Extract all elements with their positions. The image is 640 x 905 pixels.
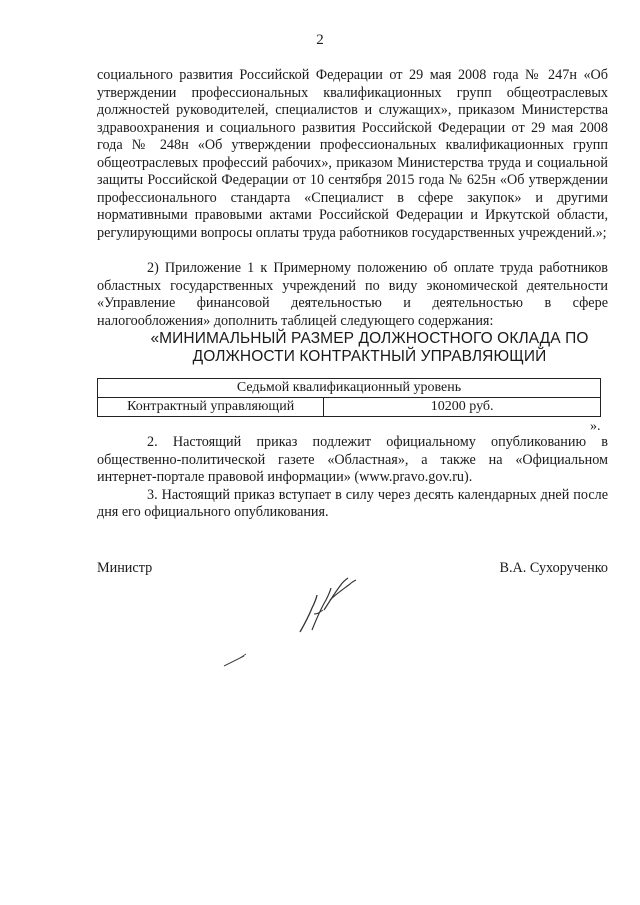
table-heading-line-1: «МИНИМАЛЬНЫЙ РАЗМЕР ДОЛЖНОСТНОГО ОКЛАДА ПО	[150, 330, 589, 347]
page-number: 2	[316, 32, 324, 48]
table-row	[98, 379, 601, 398]
table-closing-quote: ».	[590, 419, 601, 434]
item-4-paragraph: 3. Настоящий приказ вступает в силу через десять календарных дней после дня его официального опубликования.	[97, 486, 608, 520]
table-heading-line-2: ДОЛЖНОСТИ КОНТРАКТНЫЙ УПРАВЛЯЮЩИЙ	[192, 348, 547, 365]
salary-cell: 10200 руб.	[324, 398, 601, 417]
item-2-paragraph: 2) Приложение 1 к Примерному положению об оплате труда работников областных государственных учреждений по виду экономической деятельности «Управление финансовой деятельностью и деятельностью в сфере налогообложения» дополнить таблицей следующего содержания:	[97, 260, 608, 329]
position-cell: Контрактный управляющий	[98, 398, 324, 417]
pen-stroke-mark	[222, 650, 252, 670]
signatory-title: Министр	[97, 560, 153, 576]
intro-paragraph-block	[97, 67, 608, 242]
handwritten-signature	[290, 570, 380, 640]
table-row	[98, 398, 601, 417]
table-heading	[97, 330, 640, 366]
item-3-paragraph: 2. Настоящий приказ подлежит официальному опубликованию в общественно-политической газете «Областная», а также на «Официальном интернет-портале правовой информации» (www.pravo.gov.ru).	[97, 434, 608, 485]
signatory-name: В.А. Сухорученко	[499, 560, 608, 576]
final-items-block	[97, 434, 608, 522]
qualification-level-cell: Седьмой квалификационный уровень	[98, 379, 601, 398]
salary-table	[97, 378, 601, 417]
intro-paragraph: социального развития Российской Федерации от 29 мая 2008 года № 247н «Об утверждении профессиональных квалификационных групп общеотраслевых должностей руководителей, специалистов и служащих», приказом Министерства здравоохранения и социального развития Российской Федерации от 29 мая 2008 года № 248н «Об утверждении профессиональных квалификационных групп общеотраслевых профессий рабочих», приказом Министерства труда и социальной защиты Российской Федерации от 10 сентября 2015 года № 625н «Об утверждении профессионального стандарта «Специалист в сфере закупок» и другими нормативными правовыми актами Российской Федерации и Иркутской области, регулирующими вопросы оплаты труда работников государственных учреждений.»;	[97, 67, 608, 241]
item-2-block	[97, 260, 608, 330]
